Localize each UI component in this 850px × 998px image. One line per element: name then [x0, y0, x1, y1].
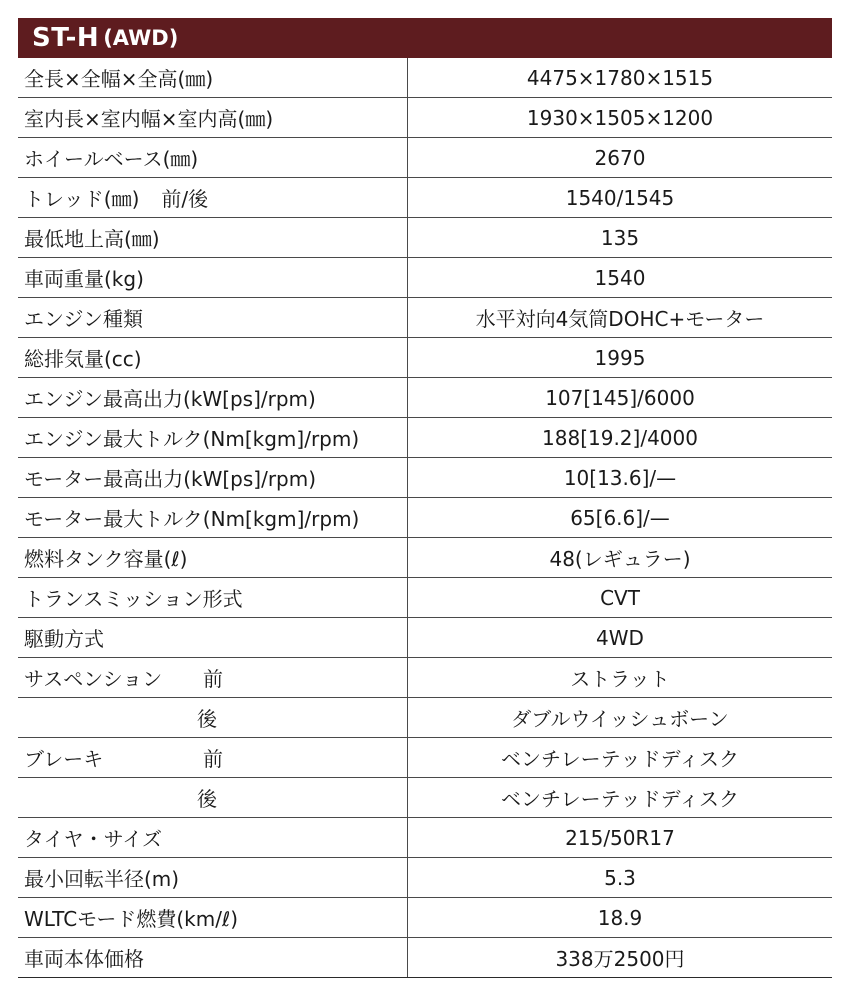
spec-label: トランスミッション形式	[24, 587, 243, 611]
spec-label: エンジン最大トルク(Nm[kgm]/rpm)	[24, 427, 360, 451]
spec-label-cell	[18, 778, 408, 817]
spec-row	[18, 658, 832, 698]
spec-label-cell	[18, 698, 408, 737]
spec-value: 2670	[594, 145, 646, 170]
spec-label-cell	[18, 858, 408, 897]
spec-label-cell	[18, 338, 408, 377]
spec-label: ブレーキ	[24, 747, 104, 771]
spec-value: 18.9	[597, 905, 643, 930]
spec-value: 1540/1545	[565, 185, 675, 210]
spec-value: 338万2500円	[555, 947, 685, 971]
spec-label: WLTCモード燃費(km/ℓ)	[24, 907, 239, 931]
spec-label: ホイールベース(㎜)	[24, 147, 199, 171]
spec-row	[18, 738, 832, 778]
spec-row	[18, 338, 832, 378]
spec-row	[18, 578, 832, 618]
spec-row	[18, 218, 832, 258]
spec-sublabel: 後	[197, 707, 217, 731]
spec-label-cell	[18, 658, 408, 697]
spec-value: 188[19.2]/4000	[542, 425, 698, 450]
spec-label: 最低地上高(㎜)	[24, 227, 160, 251]
spec-row	[18, 818, 832, 858]
spec-label-cell	[18, 538, 408, 577]
spec-row	[18, 298, 832, 338]
spec-value: ダブルウイッシュボーン	[511, 707, 729, 731]
spec-label: エンジン最高出力(kW[ps]/rpm)	[24, 387, 316, 411]
spec-label: サスペンション	[24, 667, 163, 691]
spec-row	[18, 458, 832, 498]
spec-sublabel: 前	[203, 667, 223, 691]
spec-row	[18, 98, 832, 138]
spec-label-cell	[18, 378, 408, 417]
spec-row	[18, 898, 832, 938]
spec-row	[18, 538, 832, 578]
spec-value: 65[6.6]/—	[570, 505, 670, 530]
spec-label: 室内長×室内幅×室内高(㎜)	[24, 107, 274, 131]
spec-value: 107[145]/6000	[545, 385, 695, 410]
spec-header	[18, 18, 832, 58]
spec-value: CVT	[600, 585, 640, 610]
spec-label: 最小回転半径(m)	[24, 867, 180, 891]
spec-row	[18, 258, 832, 298]
spec-label-cell	[18, 298, 408, 337]
spec-row	[18, 58, 832, 98]
spec-label-cell	[18, 98, 408, 137]
spec-sublabel: 後	[197, 787, 217, 811]
spec-label-cell	[18, 498, 408, 537]
model-name: ST-H	[32, 23, 100, 53]
spec-label-cell	[18, 618, 408, 657]
spec-row	[18, 618, 832, 658]
spec-row	[18, 698, 832, 738]
spec-value: 215/50R17	[565, 825, 675, 850]
spec-label: 全長×全幅×全高(㎜)	[24, 67, 214, 91]
spec-row	[18, 858, 832, 898]
spec-label: 駆動方式	[24, 627, 104, 651]
spec-value: 4WD	[596, 625, 644, 650]
spec-sublabel: 前/後	[161, 187, 209, 211]
spec-value: 4475×1780×1515	[526, 65, 714, 90]
spec-value: 水平対向4気筒DOHC+モーター	[475, 307, 765, 331]
spec-value: 48(レギュラー)	[549, 547, 691, 571]
spec-label: エンジン種類	[24, 307, 143, 331]
drive-type: (AWD)	[103, 26, 179, 50]
spec-value: 1930×1505×1200	[526, 105, 714, 130]
spec-label-cell	[18, 418, 408, 457]
spec-row	[18, 418, 832, 458]
spec-row	[18, 378, 832, 418]
spec-label: トレッド(㎜)	[24, 187, 140, 211]
spec-label-cell	[18, 818, 408, 857]
spec-label: モーター最高出力(kW[ps]/rpm)	[24, 467, 317, 491]
spec-label-cell	[18, 458, 408, 497]
spec-rows	[18, 58, 832, 978]
spec-label-cell	[18, 578, 408, 617]
spec-row	[18, 498, 832, 538]
spec-label: 燃料タンク容量(ℓ)	[24, 547, 188, 571]
spec-label-cell	[18, 738, 408, 777]
spec-label-cell	[18, 58, 408, 97]
spec-row	[18, 178, 832, 218]
spec-value: ベンチレーテッドディスク	[501, 787, 739, 811]
spec-label: 車両重量(kg)	[24, 267, 144, 291]
spec-label-cell	[18, 178, 408, 217]
spec-sublabel: 前	[203, 747, 223, 771]
spec-value: 1995	[594, 345, 646, 370]
spec-value: ベンチレーテッドディスク	[501, 747, 739, 771]
spec-row	[18, 138, 832, 178]
spec-label: モーター最大トルク(Nm[kgm]/rpm)	[24, 507, 360, 531]
spec-value: 5.3	[604, 865, 636, 890]
spec-row	[18, 938, 832, 978]
spec-label-cell	[18, 258, 408, 297]
spec-label-cell	[18, 938, 408, 977]
spec-label: タイヤ・サイズ	[24, 827, 162, 851]
spec-value: 135	[600, 225, 640, 250]
spec-label-cell	[18, 218, 408, 257]
spec-row	[18, 778, 832, 818]
spec-label-cell	[18, 898, 408, 937]
spec-value: 10[13.6]/—	[563, 465, 677, 490]
spec-value: ストラット	[570, 667, 670, 691]
spec-label: 総排気量(cc)	[24, 347, 142, 371]
spec-label-cell	[18, 138, 408, 177]
spec-value: 1540	[594, 265, 646, 290]
spec-label: 車両本体価格	[24, 947, 144, 971]
spec-table	[18, 18, 832, 978]
